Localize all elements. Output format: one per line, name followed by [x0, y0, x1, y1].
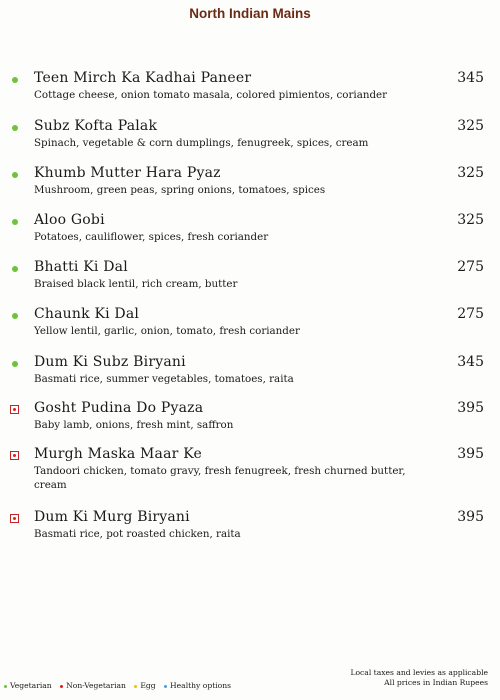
menu-item — [8, 509, 488, 553]
menu-item — [8, 354, 488, 398]
item-price: 325 — [457, 118, 484, 134]
item-name: Bhatti Ki Dal — [34, 259, 128, 275]
veg-marker-icon — [10, 217, 19, 226]
nonveg-dot-icon — [60, 685, 63, 688]
item-name: Aloo Gobi — [34, 212, 105, 228]
item-name: Teen Mirch Ka Kadhai Paneer — [34, 70, 252, 86]
egg-dot-icon — [134, 685, 137, 688]
item-price: 345 — [457, 354, 484, 370]
veg-dot-icon — [4, 685, 7, 688]
item-description: Mushroom, green peas, spring onions, tomatoes, spices — [34, 184, 326, 196]
veg-marker-icon — [10, 264, 19, 273]
item-name: Khumb Mutter Hara Pyaz — [34, 165, 221, 181]
healthy-dot-icon — [164, 685, 167, 688]
item-description: Tandoori chicken, tomato gravy, fresh fenugreek, fresh churned butter, cream — [34, 465, 406, 491]
item-name: Subz Kofta Palak — [34, 118, 158, 134]
legend-vegetarian: Vegetarian — [4, 681, 52, 690]
item-price: 325 — [457, 165, 484, 181]
item-price: 395 — [457, 400, 484, 416]
menu-item — [8, 306, 488, 350]
tax-note: Local taxes and levies as applicable — [350, 668, 488, 677]
item-name: Chaunk Ki Dal — [34, 306, 140, 322]
item-name: Dum Ki Subz Biryani — [34, 354, 186, 370]
menu-item — [8, 446, 488, 490]
item-name: Murgh Maska Maar Ke — [34, 446, 202, 462]
item-description: Basmati rice, pot roasted chicken, raita — [34, 528, 241, 540]
item-price: 275 — [457, 306, 484, 322]
nonveg-marker-icon — [10, 451, 19, 460]
item-name: Gosht Pudina Do Pyaza — [34, 400, 204, 416]
item-description: Yellow lentil, garlic, onion, tomato, fresh coriander — [34, 325, 300, 337]
menu-item — [8, 212, 488, 256]
item-description: Baby lamb, onions, fresh mint, saffron — [34, 419, 234, 431]
currency-note: All prices in Indian Rupees — [384, 678, 488, 687]
item-description: Spinach, vegetable & corn dumplings, fenugreek, spices, cream — [34, 137, 369, 149]
menu-item — [8, 259, 488, 303]
menu-item — [8, 400, 488, 444]
item-description: Potatoes, cauliflower, spices, fresh coriander — [34, 231, 269, 243]
veg-marker-icon — [10, 311, 19, 320]
menu-item — [8, 70, 488, 114]
item-price: 395 — [457, 509, 484, 525]
item-name: Dum Ki Murg Biryani — [34, 509, 190, 525]
legend-non-vegetarian: Non-Vegetarian — [60, 681, 126, 690]
menu-section-title: North Indian Mains — [189, 6, 311, 21]
veg-marker-icon — [10, 123, 19, 132]
veg-marker-icon — [10, 75, 19, 84]
diet-legend — [4, 681, 237, 690]
nonveg-marker-icon — [10, 405, 19, 414]
item-price: 325 — [457, 212, 484, 228]
menu-item — [8, 165, 488, 209]
price-notes — [350, 668, 488, 688]
item-price: 345 — [457, 70, 484, 86]
item-price: 275 — [457, 259, 484, 275]
item-description: Cottage cheese, onion tomato masala, colored pimientos, coriander — [34, 89, 388, 101]
legend-egg: Egg — [134, 681, 155, 690]
nonveg-marker-icon — [10, 514, 19, 523]
item-description: Basmati rice, summer vegetables, tomatoes, raita — [34, 373, 294, 385]
item-description: Braised black lentil, rich cream, butter — [34, 278, 238, 290]
veg-marker-icon — [10, 170, 19, 179]
legend-healthy: Healthy options — [164, 681, 231, 690]
veg-marker-icon — [10, 359, 19, 368]
item-price: 395 — [457, 446, 484, 462]
menu-item — [8, 118, 488, 162]
